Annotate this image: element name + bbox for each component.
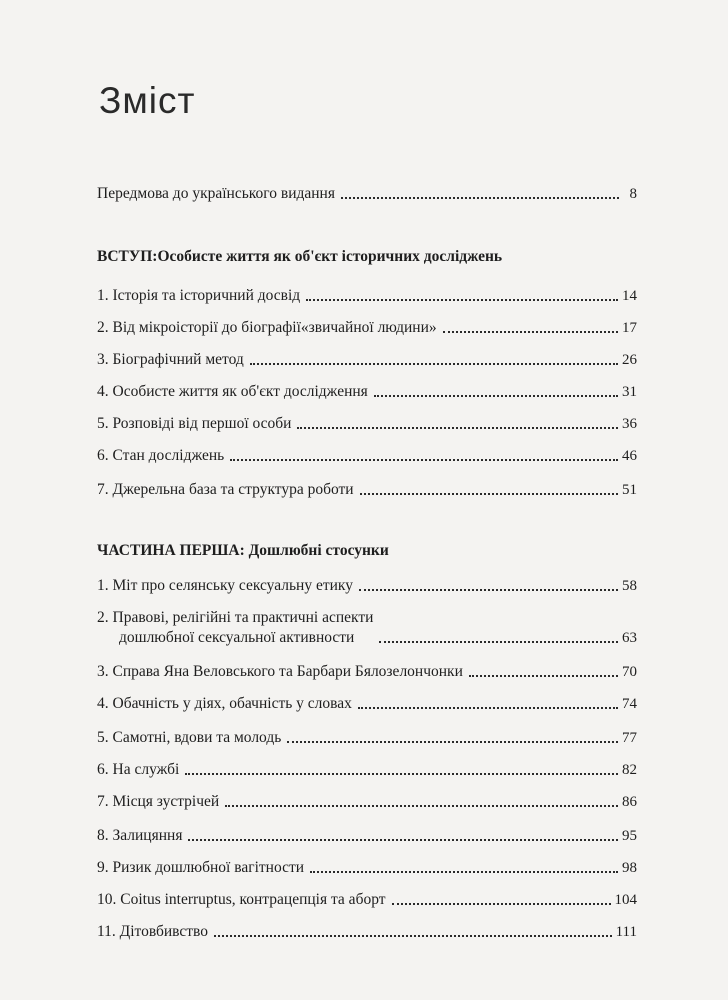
toc-page-number: 70 [622, 664, 637, 680]
toc-entry-label: 7. Місця зустрічей [97, 793, 220, 810]
dot-leader [188, 839, 618, 841]
dot-leader [297, 427, 618, 429]
dot-leader [469, 675, 618, 677]
dot-leader [392, 903, 611, 905]
toc-entry [97, 346, 637, 370]
toc-entry-label: 2. Від мікроісторії до біографії«звичайної людини» [97, 319, 437, 336]
toc-page-number: 26 [622, 352, 637, 368]
toc-page-number: 95 [622, 828, 637, 844]
toc-entry-label: 7. Джерельна база та структура роботи [97, 481, 354, 498]
toc-page-number: 86 [622, 794, 637, 810]
page-title: Зміст [99, 80, 196, 121]
toc-entry-label-line2: дошлюбної сексуальної активности [119, 629, 355, 646]
toc-entry [97, 788, 637, 812]
dot-leader [306, 299, 618, 301]
toc-entry-label: 6. На службі [97, 761, 180, 778]
toc-entry [97, 476, 637, 500]
toc-entry-label: 4. Обачність у діях, обачність у словах [97, 695, 352, 712]
toc-entry-label [97, 608, 373, 648]
toc-entry-label: 5. Розповіді від першої особи [97, 415, 292, 432]
dot-leader [250, 363, 618, 365]
toc-entry-label: 5. Самотні, вдови та молодь [97, 729, 282, 746]
dot-leader [360, 493, 618, 495]
section-heading-intro: ВСТУП:Особисте життя як об'єкт історичних досліджень [97, 248, 503, 265]
toc-page-number: 14 [622, 288, 637, 304]
toc-page-number: 51 [622, 482, 637, 498]
dot-leader [310, 871, 618, 873]
toc-entry-label: Передмова до українського видання [97, 185, 335, 202]
toc-page-number: 31 [622, 384, 637, 400]
toc-page-number: 74 [622, 696, 637, 712]
dot-leader [230, 459, 618, 461]
toc-entry-label: 4. Особисте життя як об'єкт дослідження [97, 383, 368, 400]
section-heading-part-one: ЧАСТИНА ПЕРША: Дошлюбні стосунки [97, 542, 389, 559]
toc-entry-label-line1: 2. Правові, релігійні та практичні аспекти [97, 609, 374, 626]
toc-page-number: 111 [615, 924, 637, 940]
toc-entry-label: 3. Біографічний метод [97, 351, 244, 368]
toc-entry-label: 8. Залицяння [97, 827, 183, 844]
toc-entry [97, 572, 637, 596]
toc-page-number: 82 [622, 762, 637, 778]
toc-entry [97, 378, 637, 402]
toc-page-number: 46 [622, 448, 637, 464]
toc-page-number: 17 [622, 320, 637, 336]
toc-entry-label: 11. Дітовбивство [97, 923, 209, 940]
toc-entry [97, 918, 637, 942]
toc-entry-label: 1. Міт про селянську сексуальну етику [97, 577, 353, 594]
toc-entry [97, 822, 637, 846]
toc-entry-label: 6. Стан досліджень [97, 447, 225, 464]
dot-leader [359, 589, 618, 591]
toc-page-number: 98 [622, 860, 637, 876]
dot-leader [374, 395, 618, 397]
toc-entry [97, 410, 637, 434]
dot-leader [358, 707, 618, 709]
dot-leader [225, 805, 618, 807]
toc-page-number: 8 [629, 186, 637, 202]
toc-entry [97, 886, 637, 910]
toc-entry [97, 724, 637, 748]
dot-leader [341, 197, 619, 199]
toc-entry [97, 756, 637, 780]
toc-page-number: 36 [622, 416, 637, 432]
toc-page-number: 104 [614, 892, 637, 908]
toc-entry [97, 282, 637, 306]
dot-leader [214, 935, 612, 937]
toc-entry-label: 10. Coitus interruptus, контрацепція та аборт [97, 891, 386, 908]
toc-entry [97, 604, 637, 648]
toc-entry-foreword [97, 180, 637, 204]
toc-page-number: 77 [622, 730, 637, 746]
toc-page-number: 63 [622, 630, 637, 646]
toc-entry [97, 658, 637, 682]
dot-leader [185, 773, 618, 775]
toc-entry-label: 3. Справа Яна Веловського та Барбари Бялозелончонки [97, 663, 463, 680]
toc-entry [97, 690, 637, 714]
toc-entry-label: 1. Історія та історичний досвід [97, 287, 301, 304]
dot-leader [287, 741, 618, 743]
toc-entry-label: 9. Ризик дошлюбної вагітности [97, 859, 305, 876]
toc-entry [97, 854, 637, 878]
toc-page-number: 58 [622, 578, 637, 594]
dot-leader [443, 331, 618, 333]
toc-entry [97, 314, 637, 338]
toc-entry [97, 442, 637, 466]
dot-leader [379, 641, 618, 643]
